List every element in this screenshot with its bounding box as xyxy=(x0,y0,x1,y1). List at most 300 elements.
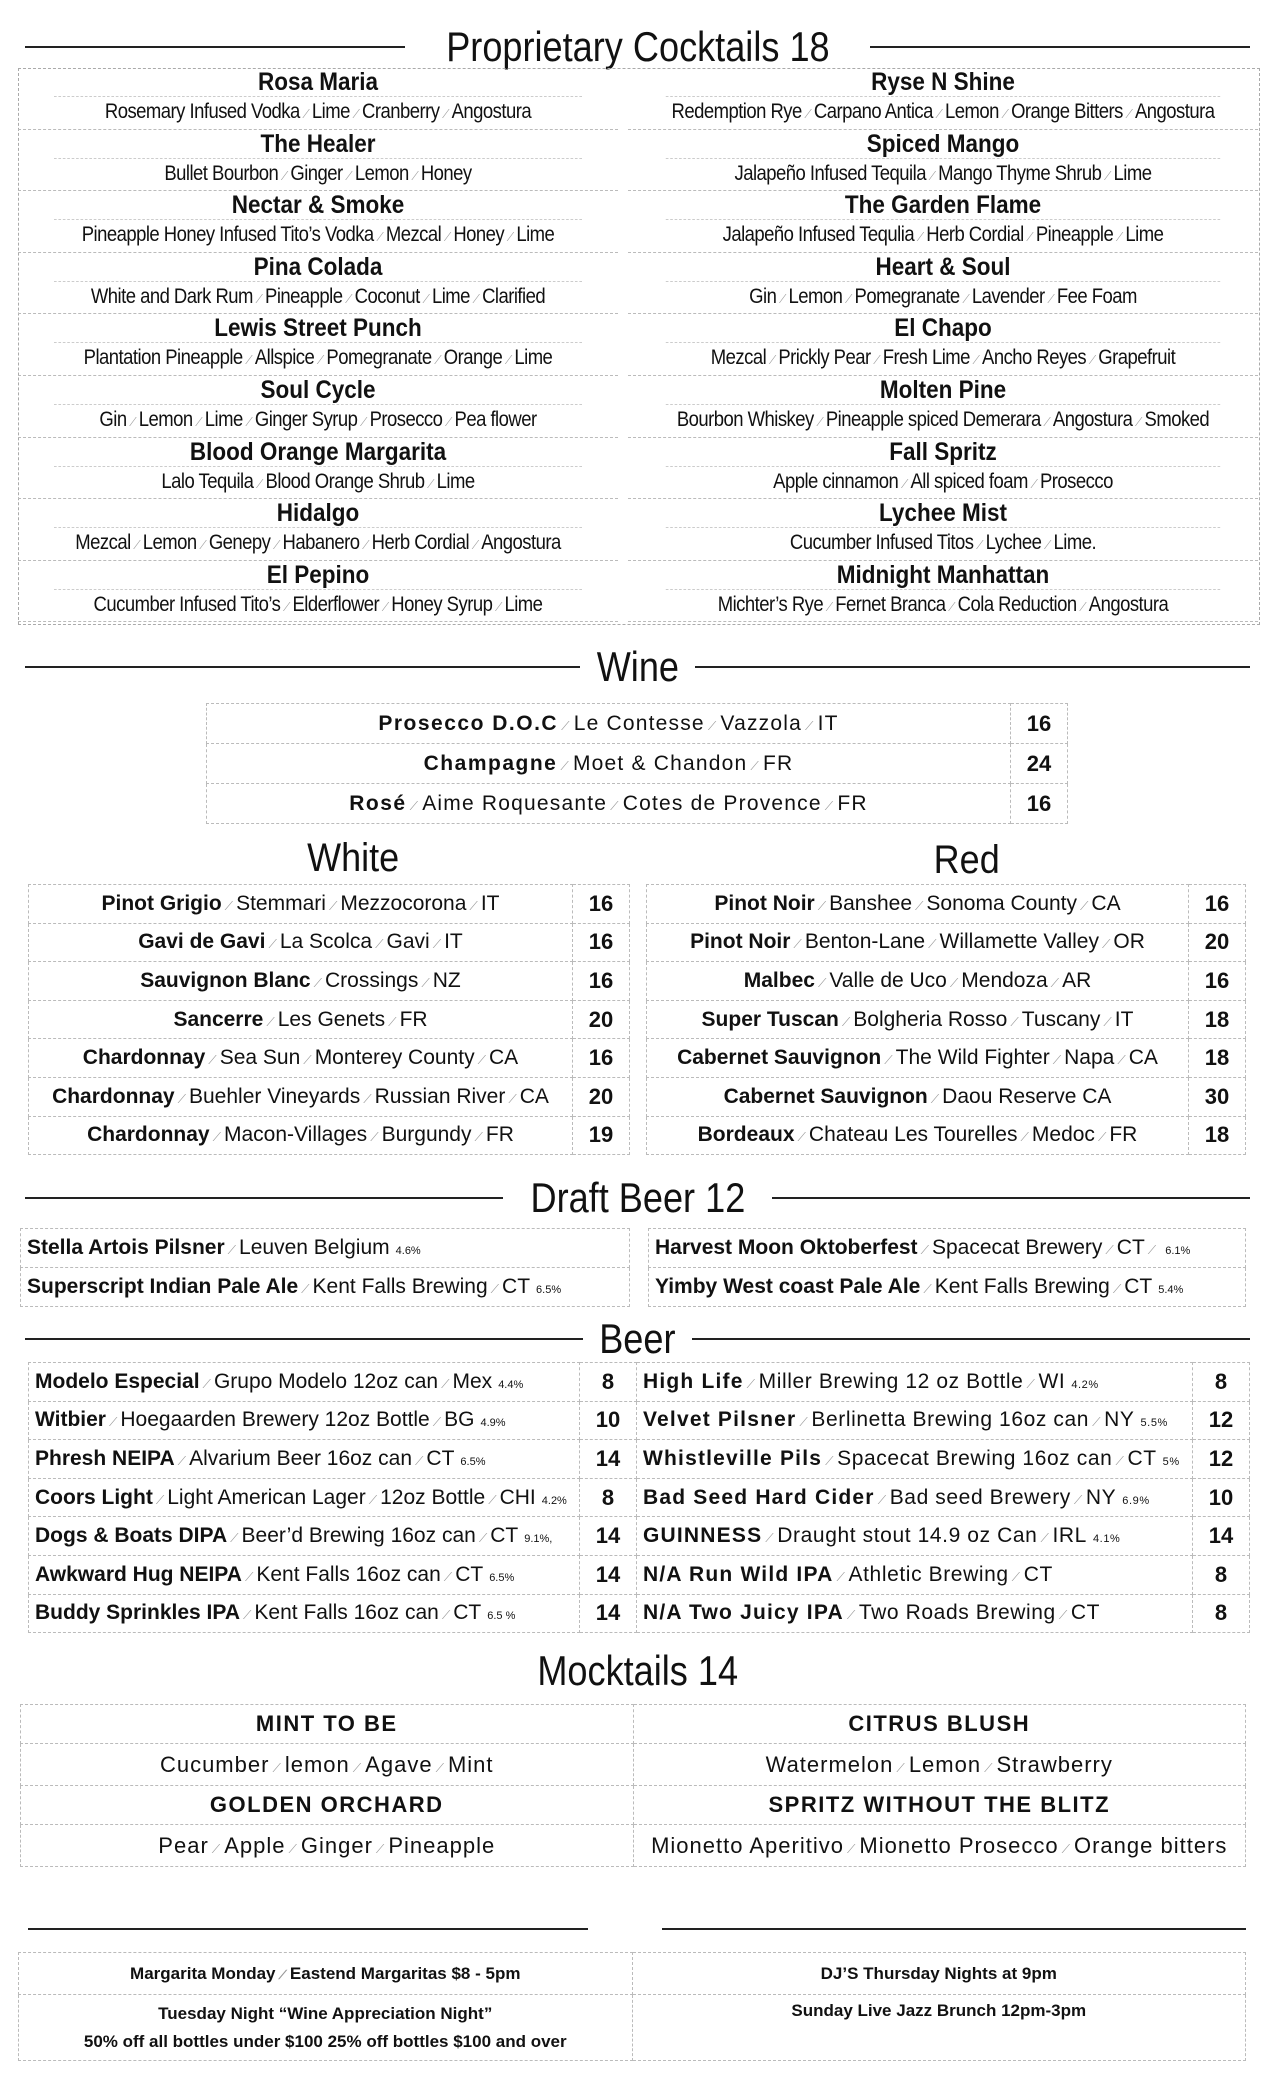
separator-icon: ⟋ xyxy=(1147,1243,1157,1257)
draft-left-table xyxy=(20,1228,630,1307)
ingredient: Angostura xyxy=(1088,592,1169,616)
wine-detail: Gavi xyxy=(386,930,430,954)
wine-detail: Buehler Vineyards xyxy=(188,1084,361,1108)
ingredient: Herb Cordial xyxy=(371,531,470,555)
beer-detail: Two Roads Brewing xyxy=(858,1601,1056,1625)
separator-icon: ⟋ xyxy=(435,1760,445,1775)
separator-icon: ⟋ xyxy=(900,476,908,491)
separator-icon: ⟋ xyxy=(208,1053,217,1068)
separator-icon: ⟋ xyxy=(272,1760,282,1775)
separator-icon: ⟋ xyxy=(345,291,353,306)
ingredient: Angostura xyxy=(1052,407,1133,431)
draft-name: Harvest Moon Oktoberfest xyxy=(655,1236,918,1259)
wine-name: Bordeaux xyxy=(697,1123,795,1147)
cocktail-item xyxy=(628,438,1258,500)
beer-heading: Beer xyxy=(599,1315,676,1362)
ingredient: Cranberry xyxy=(362,100,440,123)
separator-icon: ⟋ xyxy=(1011,1569,1021,1584)
ingredient: Lime xyxy=(514,346,553,370)
ingredient: Ginger xyxy=(300,1832,373,1858)
ingredient: Pomegranate xyxy=(854,284,960,308)
wine-price: 20 xyxy=(573,1000,630,1039)
jazz-cell: Sunday Live Jazz Brunch 12pm-3pm xyxy=(632,1995,1246,2061)
wine-description xyxy=(647,885,1189,924)
cocktail-ingredients xyxy=(666,281,1220,314)
cocktail-name: Lewis Street Punch xyxy=(214,314,422,343)
separator-icon: ⟋ xyxy=(477,1053,487,1068)
beer-price: 10 xyxy=(579,1401,636,1440)
wine-description xyxy=(207,704,1011,744)
separator-icon: ⟋ xyxy=(920,1243,929,1257)
cocktail-ingredients xyxy=(54,342,582,375)
wine-name: Prosecco D.O.C xyxy=(378,711,559,735)
separator-icon: ⟋ xyxy=(415,1453,424,1468)
ingredient: Allspice xyxy=(254,346,315,370)
beer-abv: 4.2% xyxy=(541,1494,567,1507)
beer-price: 14 xyxy=(579,1594,636,1633)
ingredient: Carpano Antica xyxy=(813,100,933,123)
cocktails-header xyxy=(25,23,1250,70)
ingredient: Cucumber xyxy=(159,1751,270,1777)
separator-icon: ⟋ xyxy=(227,1243,237,1257)
beer-detail: Berlinetta Brewing 16oz can xyxy=(811,1408,1090,1432)
footer-rule-left xyxy=(28,1928,588,1930)
beer-description xyxy=(29,1478,580,1517)
beer-description xyxy=(636,1555,1192,1594)
ingredient: Jalapeño Infused Tequlia xyxy=(722,223,915,247)
ingredient: Lime xyxy=(311,100,350,123)
separator-icon: ⟋ xyxy=(445,414,452,429)
separator-icon: ⟋ xyxy=(328,898,338,913)
separator-icon: ⟋ xyxy=(817,975,827,990)
wine-row xyxy=(207,784,1068,824)
beer-price: 14 xyxy=(1193,1517,1250,1556)
ingredient: Mionetto Prosecco xyxy=(859,1832,1059,1858)
wine-detail: Stemmari xyxy=(236,891,326,915)
beer-description xyxy=(29,1555,580,1594)
tuesday-line-1: Tuesday Night “Wine Appreciation Night” xyxy=(158,2003,493,2023)
margarita-monday-label: Margarita Monday xyxy=(130,1963,276,1983)
separator-icon: ⟋ xyxy=(494,599,502,614)
separator-icon: ⟋ xyxy=(816,414,824,429)
separator-icon: ⟋ xyxy=(1020,1130,1029,1145)
cocktail-item xyxy=(628,130,1258,192)
draft-header xyxy=(25,1174,1250,1221)
ingredient: Angostura xyxy=(451,100,532,123)
wine-detail: CA xyxy=(519,1084,549,1108)
wine-detail: Vazzola xyxy=(720,711,802,735)
wine-name: Chardonnay xyxy=(52,1084,175,1108)
cocktail-name: Molten Pine xyxy=(879,375,1007,404)
separator-icon: ⟋ xyxy=(273,538,280,553)
ingredient: Honey xyxy=(453,223,505,247)
separator-icon: ⟋ xyxy=(799,1415,809,1430)
separator-icon: ⟋ xyxy=(915,898,924,913)
ingredient: Lemon xyxy=(142,531,197,555)
ingredient: Fresh Lime xyxy=(882,346,970,370)
beer-row xyxy=(29,1478,1250,1517)
separator-icon: ⟋ xyxy=(1097,1130,1107,1145)
wine-detail: Willamette Valley xyxy=(939,930,1099,954)
beer-detail: BG xyxy=(444,1408,475,1432)
wine-description xyxy=(647,1077,1189,1116)
wine-price: 16 xyxy=(573,962,630,1001)
separator-icon: ⟋ xyxy=(824,798,835,813)
wine-row xyxy=(207,744,1068,784)
beer-abv: 4.4% xyxy=(498,1378,524,1391)
mocktail-name: CITRUS BLUSH xyxy=(633,1705,1246,1744)
ingredient: Lemon xyxy=(908,1751,982,1777)
wine-detail: Mendoza xyxy=(961,968,1048,992)
ingredient: Ginger xyxy=(290,161,343,185)
beer-abv: 6.5% xyxy=(489,1571,515,1584)
separator-icon: ⟋ xyxy=(244,1569,254,1584)
separator-icon: ⟋ xyxy=(845,291,852,306)
wine-detail: Monterey County xyxy=(314,1046,475,1070)
cocktail-item xyxy=(628,253,1258,315)
beer-detail: 12oz Bottle xyxy=(380,1485,486,1509)
beer-description xyxy=(636,1401,1192,1440)
cocktail-item xyxy=(18,191,618,253)
separator-icon: ⟋ xyxy=(778,291,786,306)
cocktail-ingredients xyxy=(666,96,1220,129)
tuesday-line-2: 50% off all bottles under $100 25% off bottles $100 and over xyxy=(83,2031,567,2051)
separator-icon: ⟋ xyxy=(266,1014,275,1029)
separator-icon: ⟋ xyxy=(442,107,449,121)
cocktails-left-column xyxy=(18,68,618,622)
separator-icon: ⟋ xyxy=(1104,168,1111,183)
ingredient: Cucumber Infused Titos xyxy=(789,531,974,555)
wine-description xyxy=(207,744,1011,784)
separator-icon: ⟋ xyxy=(282,599,290,614)
separator-icon: ⟋ xyxy=(846,1608,856,1623)
beer-detail: NY xyxy=(1104,1408,1135,1432)
beer-name: Coors Light xyxy=(35,1485,153,1509)
draft-detail: Kent Falls Brewing xyxy=(312,1275,488,1298)
ingredient: Lime xyxy=(204,407,243,431)
ingredient: Redemption Rye xyxy=(671,100,802,123)
white-wine-table xyxy=(28,884,630,1155)
separator-icon: ⟋ xyxy=(746,1376,756,1391)
wine-price: 18 xyxy=(1189,1039,1246,1078)
separator-icon: ⟋ xyxy=(1115,230,1123,245)
beer-detail: CT xyxy=(490,1524,519,1548)
separator-icon: ⟋ xyxy=(211,1841,222,1856)
wine-detail: Napa xyxy=(1064,1046,1115,1070)
cocktail-item xyxy=(18,438,618,500)
wine-row xyxy=(647,1116,1246,1155)
draft-abv: 4.6% xyxy=(395,1245,421,1257)
beer-detail: Miller Brewing 12 oz Bottle xyxy=(758,1369,1024,1393)
wine-detail: Bolgheria Rosso xyxy=(853,1007,1008,1031)
beer-detail: Grupo Modelo 12oz can xyxy=(213,1369,439,1393)
ingredient: Mezcal xyxy=(75,531,131,555)
separator-icon: ⟋ xyxy=(352,107,360,121)
cocktail-name: Heart & Soul xyxy=(875,252,1011,281)
beer-abv: 5.5% xyxy=(1140,1417,1168,1430)
separator-icon: ⟋ xyxy=(916,230,924,245)
sparkling-wine-table xyxy=(206,703,1068,824)
draft-right-table xyxy=(648,1228,1246,1307)
ingredient: Ancho Reyes xyxy=(982,346,1087,370)
separator-icon: ⟋ xyxy=(133,538,141,553)
beer-abv: 9.1%, xyxy=(524,1533,553,1546)
separator-icon: ⟋ xyxy=(302,107,310,121)
beer-price: 12 xyxy=(1193,1401,1250,1440)
separator-icon: ⟋ xyxy=(1088,353,1096,368)
margarita-monday-detail: Eastend Margaritas $8 - 5pm xyxy=(289,1963,521,1983)
separator-icon: ⟋ xyxy=(804,107,812,121)
beer-detail: Draught stout 14.9 oz Can xyxy=(777,1524,1038,1548)
ingredient: Lime xyxy=(1125,223,1164,247)
separator-icon: ⟋ xyxy=(376,230,384,245)
separator-icon: ⟋ xyxy=(972,353,980,368)
ingredient: Habanero xyxy=(282,531,360,555)
separator-icon: ⟋ xyxy=(469,898,478,913)
wine-price: 30 xyxy=(1189,1077,1246,1116)
separator-icon: ⟋ xyxy=(409,798,420,813)
separator-icon: ⟋ xyxy=(245,353,253,368)
ingredient: White and Dark Rum xyxy=(90,284,253,308)
wine-price: 24 xyxy=(1011,744,1068,784)
cocktail-name: Rosa Maria xyxy=(257,68,379,96)
mocktail-ingredient-row xyxy=(21,1744,1246,1786)
separator-icon: ⟋ xyxy=(375,937,384,952)
separator-icon: ⟋ xyxy=(1058,1608,1068,1623)
separator-icon: ⟋ xyxy=(1010,1014,1019,1029)
separator-icon: ⟋ xyxy=(472,291,480,306)
wine-name: Sauvignon Blanc xyxy=(140,968,311,992)
beer-price: 8 xyxy=(579,1478,636,1517)
ingredient: Orange bitters xyxy=(1073,1832,1228,1858)
separator-icon: ⟋ xyxy=(793,937,802,952)
beer-name: Phresh NEIPA xyxy=(35,1446,175,1470)
ingredient: Prosecco xyxy=(1040,469,1113,493)
separator-icon: ⟋ xyxy=(825,1453,835,1468)
draft-detail: Spacecat Brewery xyxy=(931,1236,1103,1259)
separator-icon: ⟋ xyxy=(256,476,263,491)
ingredient: Cola Reduction xyxy=(957,592,1077,616)
mocktail-ingredients xyxy=(21,1744,634,1786)
wine-name: Gavi de Gavi xyxy=(138,930,266,954)
cocktail-name: Hidalgo xyxy=(276,499,360,528)
cocktail-name: Soul Cycle xyxy=(260,375,376,404)
separator-icon: ⟋ xyxy=(841,1014,851,1029)
beer-name: Modelo Especial xyxy=(35,1369,200,1393)
wine-name: Chardonnay xyxy=(82,1046,206,1070)
separator-icon: ⟋ xyxy=(1117,1053,1126,1068)
ingredient: Fee Foam xyxy=(1056,284,1137,308)
ingredient: Lime xyxy=(431,284,470,308)
separator-icon: ⟋ xyxy=(422,291,430,306)
wine-name: Pinot Noir xyxy=(714,891,815,915)
separator-icon: ⟋ xyxy=(804,718,815,733)
cocktail-item xyxy=(628,561,1258,623)
separator-icon: ⟋ xyxy=(441,1376,450,1391)
separator-icon: ⟋ xyxy=(375,1841,386,1856)
wine-price: 16 xyxy=(1011,784,1068,824)
beer-price: 12 xyxy=(1193,1440,1250,1479)
separator-icon: ⟋ xyxy=(877,1492,887,1507)
separator-icon: ⟋ xyxy=(245,414,253,429)
wine-price: 16 xyxy=(1011,704,1068,744)
ingredient: Prosecco xyxy=(369,407,443,431)
ingredient: Orange Bitters xyxy=(1011,100,1123,123)
cocktail-item xyxy=(628,314,1258,376)
mocktail-name: GOLDEN ORCHARD xyxy=(21,1786,634,1825)
cocktail-ingredients xyxy=(54,281,582,314)
ingredient: All spiced foam xyxy=(910,469,1028,493)
cocktail-ingredients xyxy=(54,466,582,499)
beer-abv: 6.5% xyxy=(460,1455,486,1468)
wine-description xyxy=(29,1000,573,1039)
wine-description xyxy=(207,784,1011,824)
draft-name: Stella Artois Pilsner xyxy=(27,1236,225,1259)
beer-name: Whistleville Pils xyxy=(642,1446,823,1470)
mocktail-name: SPRITZ WITHOUT THE BLITZ xyxy=(633,1786,1246,1825)
draft-detail: CT xyxy=(1124,1275,1153,1298)
wine-description xyxy=(29,1077,573,1116)
cocktails-right-column xyxy=(628,68,1258,622)
wine-detail: FR xyxy=(762,751,794,775)
wine-detail: La Scolca xyxy=(279,930,373,954)
wine-row xyxy=(29,885,630,924)
cocktails-heading: Proprietary Cocktails 18 xyxy=(445,23,830,70)
ingredient: Lime xyxy=(516,223,555,247)
cocktail-item xyxy=(628,376,1258,438)
separator-icon: ⟋ xyxy=(1061,1841,1071,1856)
wine-detail: FR xyxy=(1109,1123,1138,1147)
wine-row xyxy=(29,962,630,1001)
wine-detail: IT xyxy=(480,891,500,915)
beer-price: 14 xyxy=(579,1555,636,1594)
draft-description xyxy=(649,1268,1246,1307)
wine-row xyxy=(207,704,1068,744)
cocktail-ingredients xyxy=(666,158,1220,191)
wine-description xyxy=(647,1116,1189,1155)
ingredient: Ginger Syrup xyxy=(254,407,358,431)
separator-icon: ⟋ xyxy=(441,1608,451,1623)
beer-detail: WI xyxy=(1038,1369,1066,1393)
cocktail-ingredients xyxy=(54,589,582,622)
separator-icon: ⟋ xyxy=(797,1130,806,1145)
draft-heading: Draft Beer 12 xyxy=(530,1174,745,1221)
separator-icon: ⟋ xyxy=(411,168,419,183)
ingredient: Mionetto Aperitivo xyxy=(651,1832,844,1858)
separator-icon: ⟋ xyxy=(434,353,442,368)
separator-icon: ⟋ xyxy=(421,975,430,990)
separator-icon: ⟋ xyxy=(313,975,322,990)
beer-row xyxy=(29,1401,1250,1440)
wine-detail: CA xyxy=(1091,891,1121,915)
ingredient: Lime xyxy=(1113,161,1152,185)
wine-row xyxy=(647,962,1246,1001)
separator-icon: ⟋ xyxy=(303,1053,312,1068)
wine-detail: Medoc xyxy=(1031,1123,1095,1147)
beer-description xyxy=(29,1594,580,1633)
wine-name: Pinot Grigio xyxy=(101,891,222,915)
separator-icon: ⟋ xyxy=(948,599,956,614)
beer-detail: Bad seed Brewery xyxy=(889,1485,1071,1509)
draft-detail: Kent Falls Brewing xyxy=(934,1275,1110,1298)
separator-icon: ⟋ xyxy=(490,1282,500,1296)
separator-icon: ⟋ xyxy=(199,538,207,553)
dj-cell: DJ’S Thursday Nights at 9pm xyxy=(632,1953,1246,1995)
separator-icon: ⟋ xyxy=(1115,1453,1125,1468)
ingredient: Gin xyxy=(749,284,777,308)
mocktail-ingredients xyxy=(633,1744,1246,1786)
separator-icon: ⟋ xyxy=(108,1415,118,1430)
mocktail-ingredients xyxy=(633,1825,1246,1867)
beer-name: Velvet Pilsner xyxy=(642,1408,797,1432)
ingredient: Plantation Pineapple xyxy=(83,346,243,370)
cocktail-name: Lychee Mist xyxy=(879,499,1007,528)
ingredient: Pomegranate xyxy=(326,346,432,370)
wine-detail: OR xyxy=(1113,930,1145,954)
wine-name: Cabernet Sauvignon xyxy=(677,1046,882,1070)
ingredient: Honey xyxy=(420,161,472,185)
cocktail-name: El Pepino xyxy=(266,560,370,589)
separator-icon: ⟋ xyxy=(984,1760,994,1775)
ingredient: Lemon xyxy=(354,161,409,185)
wine-name: Champagne xyxy=(423,751,558,775)
draft-abv: 5.4% xyxy=(1158,1284,1184,1296)
wine-price: 16 xyxy=(573,1039,630,1078)
wine-name: Malbec xyxy=(743,968,815,992)
separator-icon: ⟋ xyxy=(345,168,353,183)
cocktail-ingredients xyxy=(54,404,582,437)
separator-icon: ⟋ xyxy=(288,1841,298,1856)
separator-icon: ⟋ xyxy=(1073,1492,1083,1507)
separator-icon: ⟋ xyxy=(230,1531,239,1546)
beer-name: Dogs & Boats DIPA xyxy=(35,1524,228,1548)
wine-row xyxy=(29,1116,630,1155)
beer-description xyxy=(29,1517,580,1556)
beer-detail: CT xyxy=(1127,1446,1157,1470)
separator-icon: ⟋ xyxy=(928,168,936,183)
separator-icon: ⟋ xyxy=(928,937,937,952)
separator-icon: ⟋ xyxy=(352,1760,363,1775)
separator-icon: ⟋ xyxy=(443,1569,453,1584)
wine-price: 16 xyxy=(573,923,630,962)
draft-description xyxy=(649,1229,1246,1268)
cocktail-ingredients xyxy=(666,466,1220,499)
separator-icon: ⟋ xyxy=(301,1282,310,1296)
beer-price: 8 xyxy=(1193,1363,1250,1402)
cocktail-item xyxy=(628,499,1258,561)
ingredient: Gin xyxy=(99,407,127,431)
cocktail-name: Ryse N Shine xyxy=(871,68,1015,96)
beer-description xyxy=(636,1594,1192,1633)
draft-name: Superscript Indian Pale Ale xyxy=(27,1275,299,1298)
beer-detail: Mex xyxy=(452,1369,493,1393)
draft-row xyxy=(21,1229,630,1268)
cocktail-item xyxy=(18,376,618,438)
ingredient: Mint xyxy=(447,1751,494,1777)
beer-name: GUINNESS xyxy=(642,1524,763,1548)
beer-header xyxy=(25,1315,1250,1362)
beer-row xyxy=(29,1555,1250,1594)
wine-row xyxy=(647,1039,1246,1078)
mocktail-name: MINT TO BE xyxy=(21,1705,634,1744)
ingredient: Lemon xyxy=(945,100,999,123)
wine-name: Pinot Noir xyxy=(690,930,791,954)
separator-icon: ⟋ xyxy=(825,599,833,614)
beer-price: 10 xyxy=(1193,1478,1250,1517)
beer-detail: CT xyxy=(455,1562,484,1586)
ingredient: Lavender xyxy=(971,284,1045,308)
ingredient: Mezcal xyxy=(385,223,442,247)
